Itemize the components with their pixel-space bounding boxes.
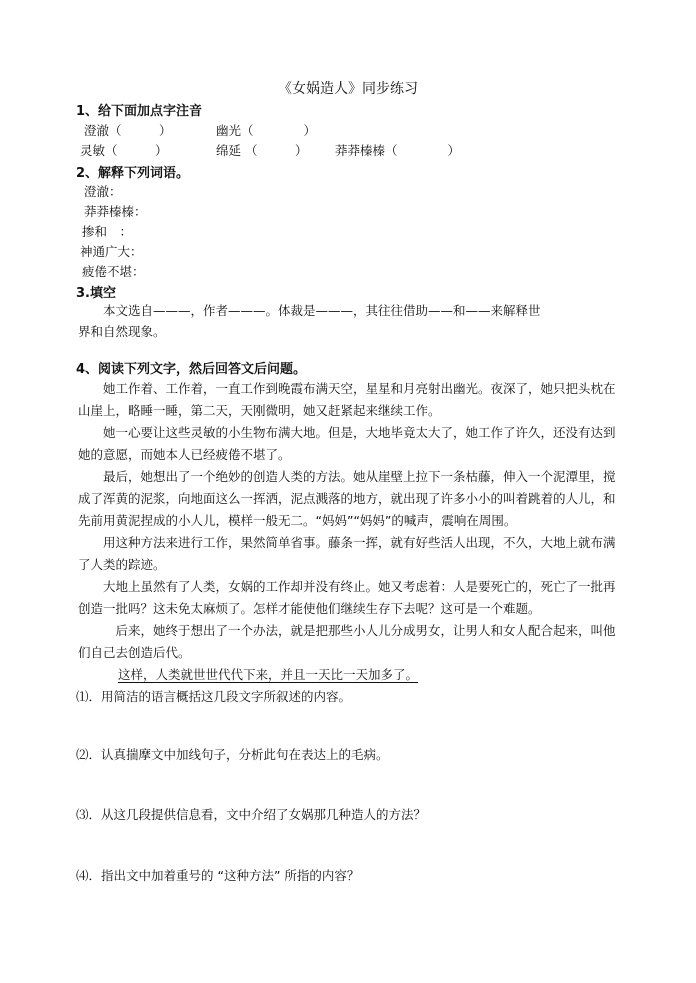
passage-line: 们自己去创造后代。 — [78, 645, 191, 660]
fill-blank-line: 界和自然现象。 — [78, 324, 166, 339]
term-item: 澄澈： — [84, 184, 122, 199]
section-3-heading: 3.填空 — [76, 286, 116, 301]
pinyin-item: 绵延 （ ） — [216, 143, 308, 158]
pinyin-item: 澄澈（ ） — [84, 123, 172, 138]
question-2: ⑵．认真揣摩文中加线句子，分析此句在表达上的毛病。 — [76, 747, 389, 762]
fill-blank-line: 本文选自———，作者———。体裁是———，其往往借助——和——来解释世 — [78, 303, 541, 318]
passage-line: 后来，她终于想出了一个办法，就是把那些小人儿分成男女，让男人和女人配合起来，叫他 — [78, 623, 616, 638]
section-2-heading: 2、解释下列词语。 — [76, 166, 190, 181]
passage-line: 创造一批吗？这未免太麻烦了。怎样才能使他们继续生存下去呢？这可是一个难题。 — [78, 601, 541, 616]
passage-line: 她的意愿，而她本人已经疲倦不堪了。 — [78, 447, 291, 462]
underlined-sentence: 这样，人类就世世代代下来，并且一天比一天加多了。 — [118, 667, 419, 682]
passage-line: 先前用黄泥捏成的小人儿，模样一般无二。“妈妈”“妈妈”的喊声，震响在周围。 — [78, 513, 517, 528]
question-3: ⑶．从这几段提供信息看，文中介绍了女娲那几种造人的方法？ — [76, 807, 427, 822]
passage-line: 她一心要让这些灵敏的小生物布满大地。但是，大地毕竟太大了，她工作了许久，还没有达到 — [78, 425, 616, 440]
term-item: 莽莽榛榛： — [84, 204, 147, 219]
question-4: ⑷．指出文中加着重号的 “这种方法” 所指的内容？ — [76, 868, 360, 883]
passage-line: 她工作着、工作着，一直工作到晚霞布满天空，星星和月亮射出幽光。夜深了，她只把头枕在 — [78, 381, 616, 396]
section-4-heading: 4、阅读下列文字，然后回答文后问题。 — [76, 362, 307, 377]
pinyin-item: 幽光（ ） — [216, 123, 317, 138]
passage-line: 山崖上，略睡一睡，第二天，天刚微明，她又赶紧起来继续工作。 — [78, 403, 441, 418]
pinyin-item: 灵敏（ ） — [80, 143, 168, 158]
term-item: 掺和 ： — [82, 224, 133, 239]
passage-line: 大地上虽然有了人类，女娲的工作却并没有终止。她又考虑着：人是要死亡的，死亡了一批再 — [78, 579, 616, 594]
pinyin-item: 莽莽榛榛（ ） — [335, 143, 461, 158]
term-item: 疲倦不堪： — [82, 264, 145, 279]
passage-line: 了人类的踪迹。 — [78, 557, 166, 572]
page-title: 《女娲造人》同步练习 — [278, 81, 418, 97]
term-item: 神通广大： — [80, 244, 143, 259]
section-1-heading: 1、给下面加点字注音 — [76, 104, 203, 119]
passage-line: 最后，她想出了一个绝妙的创造人类的方法。她从崖壁上拉下一条枯藤，伸入一个泥潭里，搅 — [78, 469, 616, 484]
passage-line: 成了浑黄的泥浆，向地面这么一挥洒，泥点溅落的地方，就出现了许多小小的叫着跳着的人儿，和 — [78, 491, 616, 506]
question-1: ⑴．用简洁的语言概括这几段文字所叙述的内容。 — [76, 689, 352, 704]
passage-line: 用这种方法来进行工作，果然简单省事。藤条一挥，就有好些活人出现，不久，大地上就布满 — [78, 535, 616, 550]
